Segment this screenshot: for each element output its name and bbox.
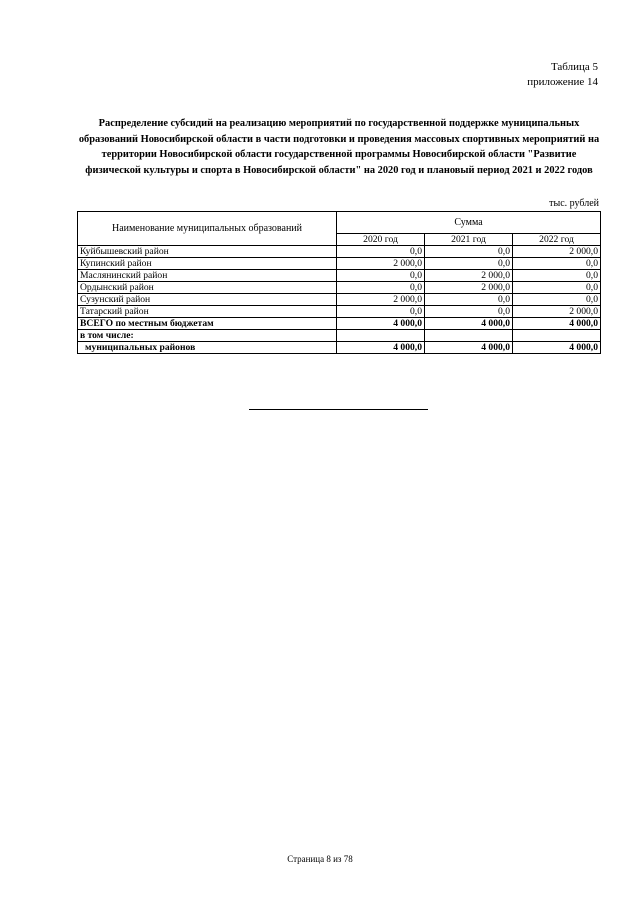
amount-2020: 0,0	[337, 306, 425, 318]
district-name: Татарский район	[78, 306, 337, 318]
column-header-sum: Сумма	[337, 212, 601, 234]
district-name: Ордынский район	[78, 282, 337, 294]
district-name: Купинский район	[78, 258, 337, 270]
amount-2022: 2 000,0	[513, 246, 601, 258]
total-2022: 4 000,0	[513, 318, 601, 330]
total-label: ВСЕГО по местным бюджетам	[78, 318, 337, 330]
amount-2020: 0,0	[337, 246, 425, 258]
table-row	[78, 270, 601, 282]
table-row	[78, 306, 601, 318]
amount-2020: 0,0	[337, 270, 425, 282]
district-name: Маслянинский район	[78, 270, 337, 282]
column-header-year: 2021 год	[425, 234, 513, 246]
total-row	[78, 318, 601, 330]
municipal-row	[78, 342, 601, 354]
table-row	[78, 282, 601, 294]
document-title: Распределение субсидий на реализацию мероприятий по государственной поддержке муниципальных образований Новосибирской области в части подготовки и проведения массовых спортивных мероприятий на территории Новосибирской области государственной программы Новосибирской области "Развитие физической культуры и спорта в Новосибирской области" на 2020 год и плановый период 2021 и 2022 годов	[78, 118, 600, 176]
column-header-name: Наименование муниципальных образований	[78, 212, 337, 246]
municipal-2020: 4 000,0	[337, 342, 425, 354]
municipal-label: муниципальных районов	[78, 342, 337, 354]
total-2020: 4 000,0	[337, 318, 425, 330]
amount-2022: 0,0	[513, 294, 601, 306]
subsidy-table	[77, 211, 601, 354]
amount-2021: 0,0	[425, 258, 513, 270]
column-header-year: 2022 год	[513, 234, 601, 246]
unit-label: тыс. рублей	[549, 198, 599, 209]
amount-2022: 0,0	[513, 258, 601, 270]
amount-2020: 2 000,0	[337, 258, 425, 270]
district-name: Куйбышевский район	[78, 246, 337, 258]
amount-2020: 0,0	[337, 282, 425, 294]
amount-2021: 0,0	[425, 246, 513, 258]
municipal-2022: 4 000,0	[513, 342, 601, 354]
amount-2022: 0,0	[513, 282, 601, 294]
including-row	[78, 330, 601, 342]
amount-2020: 2 000,0	[337, 294, 425, 306]
appendix-number: приложение 14	[527, 76, 598, 88]
amount-2022: 2 000,0	[513, 306, 601, 318]
amount-2021: 2 000,0	[425, 270, 513, 282]
column-header-year: 2020 год	[337, 234, 425, 246]
amount-2021: 0,0	[425, 306, 513, 318]
amount-2022: 0,0	[513, 270, 601, 282]
page-header	[527, 60, 598, 90]
district-name: Сузунский район	[78, 294, 337, 306]
table-row	[78, 246, 601, 258]
total-2021: 4 000,0	[425, 318, 513, 330]
including-label: в том числе:	[78, 330, 337, 342]
amount-2021: 0,0	[425, 294, 513, 306]
amount-2021: 2 000,0	[425, 282, 513, 294]
divider-line	[249, 409, 428, 410]
municipal-2021: 4 000,0	[425, 342, 513, 354]
table-row	[78, 258, 601, 270]
table-row	[78, 294, 601, 306]
table-number: Таблица 5	[550, 61, 598, 73]
page-number: Страница 8 из 78	[287, 854, 353, 864]
